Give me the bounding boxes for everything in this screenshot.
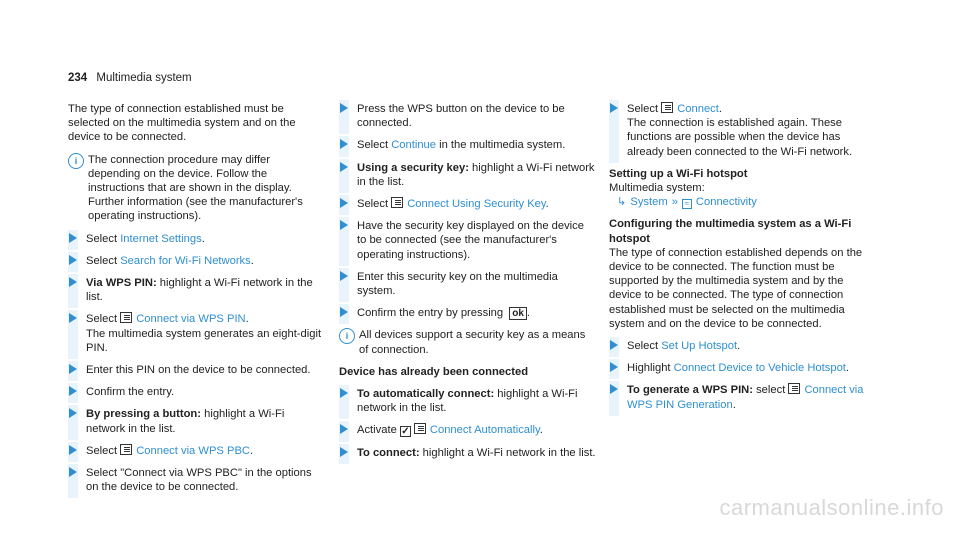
menu-icon (661, 102, 673, 113)
step-arrow-icon (610, 362, 618, 372)
step-label: Via WPS PIN: (86, 277, 157, 290)
step-text: Highlight (627, 362, 674, 375)
path-arrow-icon: ↳ (617, 196, 627, 209)
page-header (68, 72, 192, 84)
menu-keyword: Connect Using Security Key (407, 198, 546, 211)
step-text: . (545, 198, 549, 211)
step-text: Activate (357, 424, 400, 437)
step-text: Select "Connect via WPS PBC" in the options on the device to be connected. (86, 467, 312, 494)
step-text: highlight a Wi-Fi network in the list. (86, 408, 285, 435)
step (339, 197, 596, 211)
step-text: highlight a Wi-Fi network in the list. (419, 446, 596, 459)
step-arrow-icon (610, 384, 618, 394)
section-title: Multimedia system (96, 72, 192, 84)
step (339, 446, 596, 460)
menu-keyword: Connect Device to Vehicle Hotspot (673, 362, 846, 375)
column-1 (68, 102, 324, 502)
step-text: . (539, 424, 543, 437)
step (339, 423, 596, 437)
column-3 (609, 102, 871, 420)
step (339, 161, 596, 189)
step-arrow-icon (340, 307, 348, 317)
step (609, 339, 871, 353)
step-arrow-icon (69, 445, 77, 455)
step-arrow-icon (340, 424, 348, 434)
wifi-icon: ≈ (682, 199, 692, 209)
step-text: Confirm the entry by pressing (357, 307, 507, 320)
step (339, 387, 596, 415)
step-arrow-icon (610, 103, 618, 113)
page-number: 234 (68, 72, 88, 84)
step-arrow-icon (610, 340, 618, 350)
step-label: Using a security key: (357, 161, 469, 174)
step (339, 102, 596, 130)
section-heading: Configuring the multimedia system as a Wi-Fi hotspot (609, 218, 852, 245)
info-icon: i (68, 153, 84, 169)
menu-keyword: Continue (391, 139, 436, 152)
step (339, 306, 596, 320)
menu-icon (414, 423, 426, 434)
step (609, 361, 871, 375)
step-arrow-icon (69, 386, 77, 396)
step-label: To generate a WPS PIN: (627, 384, 753, 397)
step-text: highlight a Wi-Fi network in the list. (357, 161, 595, 188)
info-note (339, 328, 596, 356)
ok-button-icon: ok (509, 307, 527, 320)
step-text: . (845, 362, 850, 375)
step-text: Have the security key displayed on the device to be connected (see the manufacturer's operating instructions). (357, 220, 584, 261)
section-heading: Setting up a Wi-Fi hotspot (609, 167, 748, 180)
step-text: Select (86, 444, 121, 457)
step-arrow-icon (69, 277, 77, 287)
step (339, 219, 596, 262)
info-note (68, 153, 324, 224)
section-heading: Device has already been connected (339, 365, 529, 378)
step-text: The multimedia system generates an eight-digit PIN. (86, 327, 322, 354)
step-text: . (250, 444, 254, 457)
step-text: . (732, 398, 736, 411)
step-arrow-icon (340, 271, 348, 281)
menu-icon (120, 312, 132, 323)
step (68, 276, 324, 304)
step (68, 254, 324, 268)
step-text: Press the WPS button on the device to be connected. (357, 103, 565, 130)
step-text: . (245, 313, 249, 326)
step-arrow-icon (340, 220, 348, 230)
menu-icon (788, 383, 800, 394)
menu-keyword: Set Up Hotspot (661, 340, 738, 353)
menu-keyword: Connect Automatically (429, 424, 540, 437)
menu-icon (391, 197, 403, 208)
step-arrow-icon (340, 447, 348, 457)
step-text: Confirm the entry. (86, 386, 175, 399)
step-arrow-icon (340, 103, 348, 113)
step-text: Select (357, 198, 392, 211)
step (339, 138, 596, 152)
step-text: Enter this security key on the multimedia system. (357, 270, 558, 298)
step-arrow-icon (69, 364, 77, 374)
step-text: highlight a Wi-Fi network in the list. (357, 388, 578, 415)
menu-keyword: Connect (677, 103, 719, 115)
step-arrow-icon (69, 255, 77, 265)
menu-keyword: System (630, 196, 668, 209)
menu-keyword: Search for Wi-Fi Networks (120, 254, 251, 267)
step-text: select (752, 384, 789, 397)
step-arrow-icon (69, 467, 77, 477)
system-label: Multimedia system: (609, 182, 705, 195)
step (609, 383, 871, 411)
step (339, 270, 596, 298)
step-label: By pressing a button: (86, 408, 201, 421)
step-text: Select (357, 139, 392, 152)
step (68, 232, 324, 246)
step-arrow-icon (340, 139, 348, 149)
step-text: Select (86, 313, 121, 326)
menu-path (609, 195, 871, 209)
body-paragraph: The type of connection established depends on the device to be connected. The function must be supported by the multimedia system and by the device to be connected. The type of connection established must be selected on the multimedia system and on the device to be connected. (609, 246, 863, 330)
step-label: To automatically connect: (357, 388, 495, 401)
info-icon: i (339, 328, 355, 344)
checkbox-icon: ✓ (401, 426, 410, 438)
step-text: . (718, 103, 722, 115)
menu-keyword: Connect via WPS PIN (136, 313, 246, 326)
step (68, 407, 324, 435)
step (68, 312, 324, 355)
step-arrow-icon (69, 408, 77, 418)
note-text: The connection procedure may differ depending on the device. Follow the instructions that are shown in the display. Further information (see the manufacturer's operating instructions). (88, 153, 303, 223)
step-text: . (201, 232, 205, 245)
column-2 (339, 102, 596, 468)
menu-keyword: Connect via WPS PBC (136, 444, 250, 457)
watermark: carmanualsonline.info (719, 495, 944, 520)
step-arrow-icon (340, 388, 348, 398)
menu-keyword: Connect via WPS PIN Generation (627, 384, 864, 411)
intro-paragraph: The type of connection established must be selected on the multimedia system and on the device to be connected. (68, 103, 296, 144)
step-text: Select (627, 103, 662, 115)
step-text: Select (86, 254, 121, 267)
step (68, 466, 324, 494)
menu-keyword: Connectivity (695, 196, 757, 209)
step-label: To connect: (357, 446, 420, 459)
step (68, 385, 324, 399)
step-text: highlight a Wi-Fi network in the list. (86, 277, 313, 304)
step-text: The connection is established again. These functions are possible when the device has already been connected to the Wi-Fi network. (627, 117, 853, 158)
step-text: . (250, 254, 254, 267)
menu-icon (120, 444, 132, 455)
step-arrow-icon (340, 162, 348, 172)
menu-keyword: Internet Settings (120, 232, 202, 245)
step-arrow-icon (69, 313, 77, 323)
step-text: Select (627, 340, 662, 353)
step (68, 444, 324, 458)
step (609, 102, 871, 159)
step-text: Select (86, 232, 121, 245)
step-arrow-icon (340, 198, 348, 208)
step-text: in the multimedia system. (436, 139, 566, 152)
note-text: All devices support a security key as a means of connection. (359, 329, 586, 356)
step-text: Enter this PIN on the device to be connected. (86, 364, 311, 377)
step-arrow-icon (69, 233, 77, 243)
double-chevron-icon: » (671, 196, 678, 209)
step-text: . (737, 340, 741, 353)
step (68, 363, 324, 377)
step-text: . (526, 307, 531, 320)
